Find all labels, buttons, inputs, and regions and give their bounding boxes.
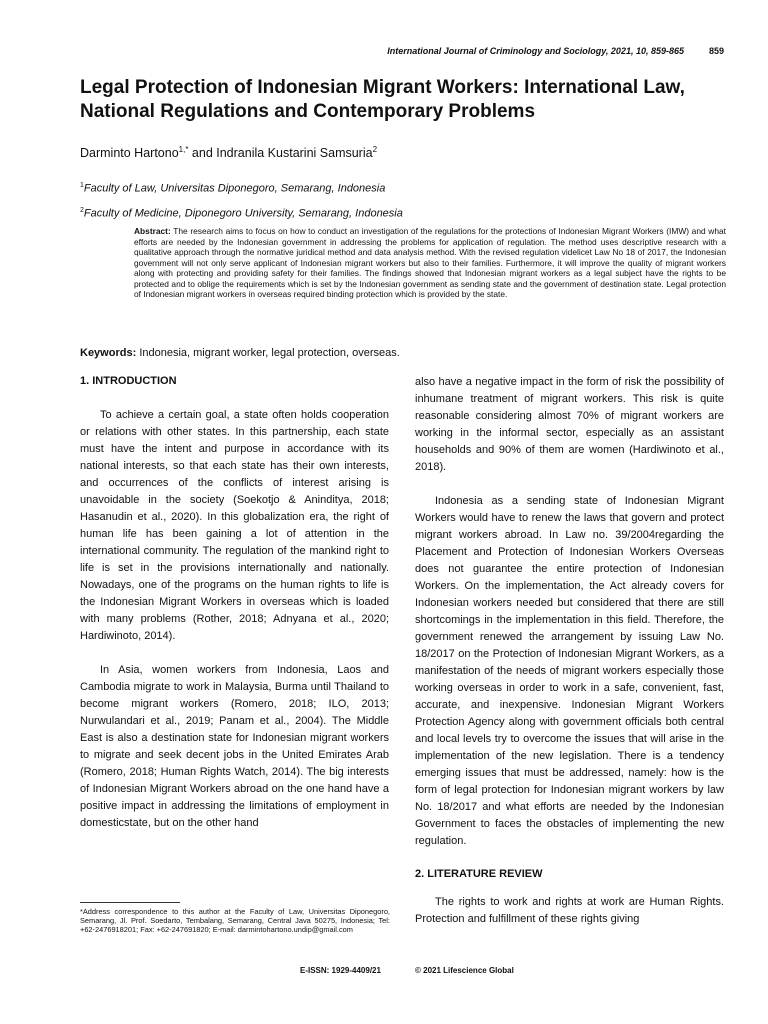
page-number: 859 — [708, 46, 724, 56]
affiliation-1-number: 1 — [80, 182, 84, 189]
keywords — [80, 347, 400, 359]
keywords-label: Keywords: — [80, 347, 137, 359]
journal-citation: International Journal of Criminology and Sociology, 2021, 10, 859-865 — [387, 46, 684, 56]
abstract — [134, 226, 726, 300]
footnote-rule — [80, 902, 180, 903]
authors — [80, 145, 377, 160]
intro-paragraph-1: To achieve a certain goal, a state often holds cooperation or relations with other states. In this partnership, each state must have the intent and purpose in accordance with its national interests, so that each state has their own interests, and occurrences of the conflicts of interest arising is unavoidable in the society (Soekotjo & Aninditya, 2018; Hasanudin et al., 2020). In this globalization era, the right of human life has been gaining a lot of attention in the international community. The regulation of the mankind right to life is set in the provisions internationally and nationally. Nowadays, one of the programs on the human rights to life is the Indonesian Migrant Workers in overseas which is loaded with many problems (Rother, 2018; Adnyana et al., 2020; Hardiwinoto, 2014). — [80, 409, 389, 642]
author-1-affiliation-mark: 1,* — [178, 145, 189, 154]
left-column — [80, 373, 389, 832]
affiliation-1 — [80, 182, 385, 195]
author-2-affiliation-mark: 2 — [372, 145, 378, 154]
section-2-heading: 2. LITERATURE REVIEW — [415, 868, 543, 880]
author-1: Darminto Hartono — [80, 146, 179, 161]
title-line-2: National Regulations and Contemporary Problems — [80, 101, 536, 122]
affiliation-1-text: Faculty of Law, Universitas Diponegoro, Semarang, Indonesia — [83, 182, 386, 195]
title-line-1: Legal Protection of Indonesian Migrant Workers: International Law, — [80, 77, 685, 98]
intro-paragraph-4: Indonesia as a sending state of Indonesian Migrant Workers would have to renew the laws that govern and protect migrant workers abroad. In Law no. 39/2004regarding the Placement and Protection of Indonesian Workers Overseas does not guarantee the entire protection of Indonesian Workers. On the implementation, the Act already covers for Indonesian workers needed but considered that there are still shortcomings in the implementation in this field. Therefore, the government renewed the arrangement by issuing Law No. 18/2017 on the Protection of Indonesian Migrant Workers, as a manifestation of the needs of migrant workers especially those working overseas in order to work in a safe, convenient, fast, accurate, and inexpensive. Indonesian Migrant Workers Protection Agency along with government officials both central and local levels try to overcome the issues that will arise in the implementation of the new legislation. There is a tendency emerging issues that must be addressed, namely: how is the form of legal protection for Indonesian migrant workers by law No. 18/2017 and what efforts are needed by the Indonesian Government to faces the obstacles of implementing the new regulation. — [415, 495, 724, 847]
footer-copyright: © 2021 Lifescience Global — [415, 966, 514, 975]
literature-paragraph-1: The rights to work and rights at work are Human Rights. Protection and fulfillment of these rights giving — [415, 896, 724, 925]
section-1-heading: 1. INTRODUCTION — [80, 375, 177, 387]
affiliation-2 — [80, 207, 403, 220]
right-column — [415, 374, 724, 928]
keywords-text: Indonesia, migrant worker, legal protection, overseas. — [139, 347, 400, 359]
affiliation-2-text: Faculty of Medicine, Diponegoro University, Semarang, Indonesia — [83, 207, 403, 220]
footer-eissn: E-ISSN: 1929-4409/21 — [300, 966, 381, 975]
intro-paragraph-2: In Asia, women workers from Indonesia, Laos and Cambodia migrate to work in Malaysia, Burma until Thailand to become migrant workers (Romero, 2018; ILO, 2013; Nurwulandari et al., 2019; Panam et al., 2004). The Middle East is also a destination state for Indonesian migrant workers to migrate and seek decent jobs in the United Emirates Arab (Romero, 2018; Human Rights Watch, 2014). The big interests of Indonesian Migrant Workers abroad on the one hand have a positive impact in addressing the limitations of employment in domesticstate, but on the other hand — [80, 664, 389, 829]
author-2: and Indranila Kustarini Samsuria — [188, 146, 373, 161]
affiliation-2-number: 2 — [80, 207, 84, 214]
paper-title — [80, 76, 728, 124]
abstract-text: The research aims to focus on how to conduct an investigation of the regulations for the protections of Indonesian Migrant Workers (IMW) and what efforts are needed by the Indonesian government in addressing the problems for application of regulation. The method uses descriptive research with a qualitative approach through the normative juridical method and data analysis method. With the revised regulation videlicet Law No 18 of 2017, the Indonesian government will not only serve applicant of Indonesian migrant workers but also to their families. Furthermore, it will improve the quality of migrant workers along with protecting and providing safety for their families. The findings showed that Indonesian migrant workers as a legal subject have the rights to be protected and to oblige the requirements which is set by the Indonesian government as sending state and the government of destination state. Legal protection of Indonesian migrant workers in overseas required binding protection which is provided by the state. — [134, 226, 726, 299]
abstract-label: Abstract: — [134, 226, 171, 236]
intro-paragraph-3: also have a negative impact in the form of risk the possibility of inhumane treatment of migrant workers. This risk is quite reasonable considering almost 70% of migrant workers are working in the informal sector, especially as an assistant households and 90% of them are women (Hardiwinoto et al., 2018). — [415, 376, 724, 473]
correspondence-footnote: *Address correspondence to this author at the Faculty of Law, Universitas Diponegoro, Semarang, Jl. Prof. Soedarto, Tembalang, Semarang, Central Java 50275, Indonesia; Tel: +62-2476918201; Fax: +62-247691820; E-mail: darmintohartono.undip@gmail.com — [80, 907, 390, 934]
